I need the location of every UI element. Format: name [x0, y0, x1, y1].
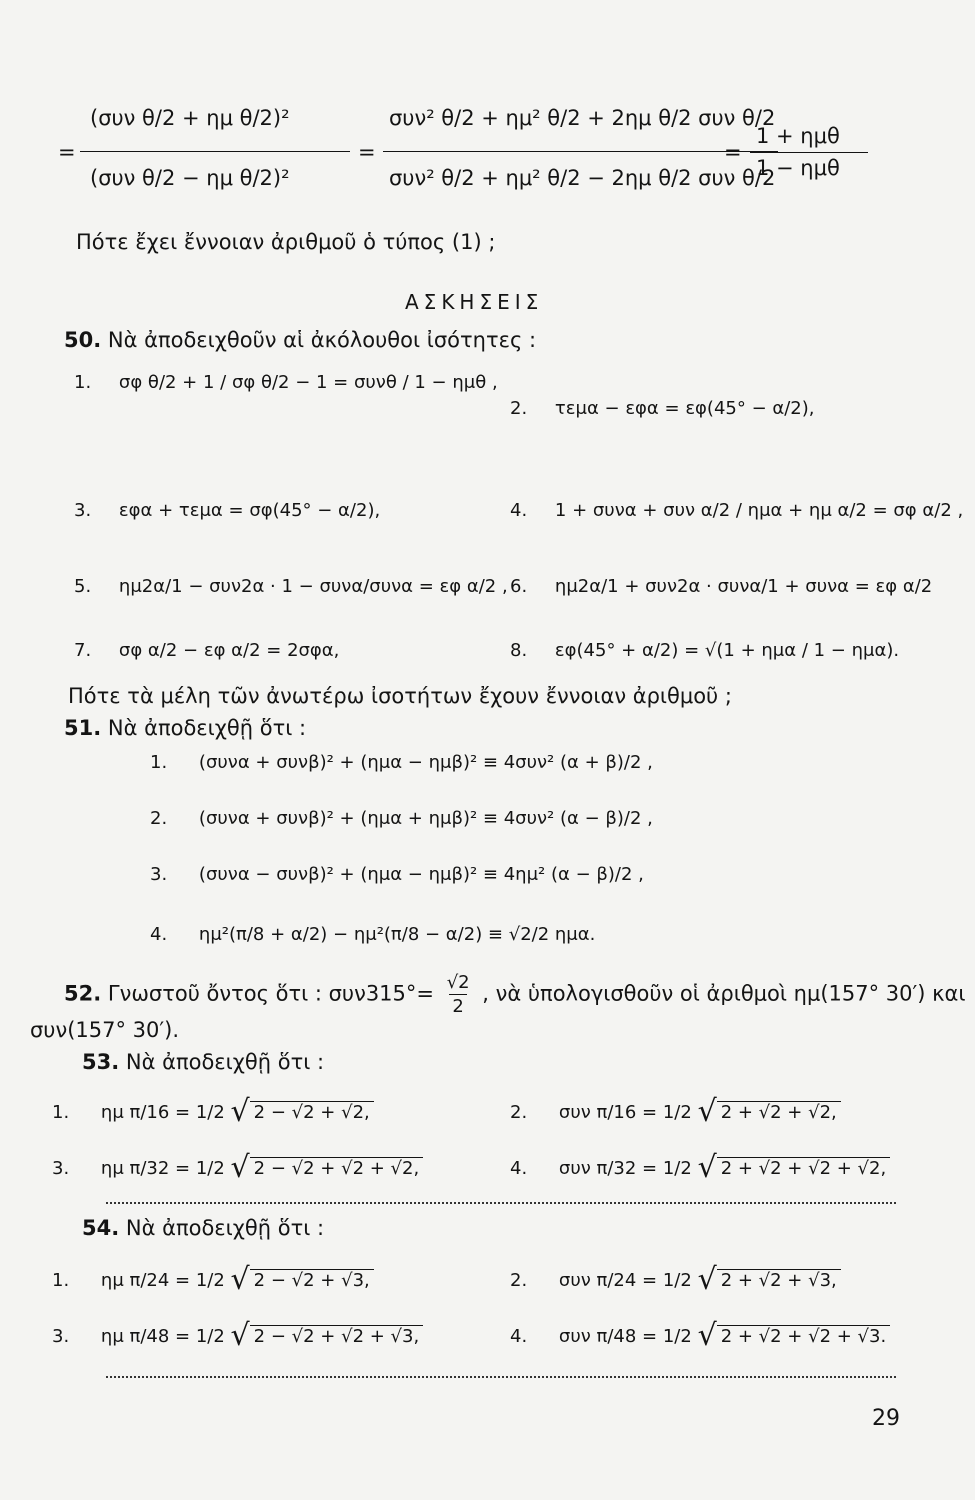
intro-mid-numerator: συν² θ/2 + ημ² θ/2 + 2ημ θ/2 συν θ/2 [389, 106, 776, 130]
ex53-item-2: 2. συν π/16 = 1/2 √ 2 + √2 + √2, [510, 1094, 841, 1129]
intro-left-numerator: (συν θ/2 + ημ θ/2)² [90, 106, 290, 130]
exercise-number: 50. [64, 328, 102, 352]
ex54-item-4: 4. συν π/48 = 1/2 √ 2 + √2 + √2 + √3. [510, 1318, 890, 1353]
exercise-52-line-2: συν(157° 30′). [30, 1018, 179, 1042]
ex53-item-3: 3. ημ π/32 = 1/2 √ 2 − √2 + √2 + √2, [52, 1150, 423, 1185]
intro-mid-denominator: συν² θ/2 + ημ² θ/2 − 2ημ θ/2 συν θ/2 [389, 166, 776, 190]
ex50-item-7: 7. σφ α/2 − εφ α/2 = 2σφα, [74, 640, 340, 661]
dotted-separator-2 [106, 1376, 896, 1378]
intro-question: Πότε ἔχει ἔννοιαν ἀριθμοῦ ὁ τύπος (1) ; [76, 230, 496, 254]
intro-right-numerator: 1 + ημθ [756, 124, 840, 148]
ex50-item-2: 2. τεμα − εφα = εφ(45° − α/2), [510, 398, 815, 419]
ex53-item-1: 1. ημ π/16 = 1/2 √ 2 − √2 + √2, [52, 1094, 374, 1129]
exercise-54-header: 54. Νὰ ἀποδειχθῇ ὅτι : [82, 1216, 325, 1240]
sqrt2-over-2: $\frac{√2}{2}$ [446, 972, 470, 1017]
intro-left-denominator: (συν θ/2 − ημ θ/2)² [90, 166, 290, 190]
exercise-text: Νὰ ἀποδειχθοῦν αἱ ἀκόλουθοι ἰσότητες : [107, 328, 537, 352]
ex50-item-5: 5. ημ2α/1 − συν2α · 1 − συνα/συνα = εφ α/2 , [74, 576, 508, 597]
exercise-51-header: 51. Νὰ ἀποδειχθῇ ὅτι : [64, 716, 307, 740]
ex51-item-4: 4. ημ²(π/8 + α/2) − ημ²(π/8 − α/2) ≡ √2/2 ημα. [150, 924, 596, 945]
ex54-item-3: 3. ημ π/48 = 1/2 √ 2 − √2 + √2 + √3, [52, 1318, 423, 1353]
ex50-item-6: 6. ημ2α/1 + συν2α · συνα/1 + συνα = εφ α/2 [510, 576, 933, 597]
exercise-53-header: 53. Νὰ ἀποδειχθῇ ὅτι : [82, 1050, 325, 1074]
exercise-50-header [64, 328, 536, 352]
ex51-item-2: 2. (συνα + συνβ)² + (ημα + ημβ)² ≡ 4συν² (α − β)/2 , [150, 808, 653, 829]
ex50-item-3: 3. εφα + τεμα = σφ(45° − α/2), [74, 500, 381, 521]
ex54-item-1: 1. ημ π/24 = 1/2 √ 2 − √2 + √3, [52, 1262, 374, 1297]
page-number: 29 [872, 1406, 900, 1431]
ex50-item-1: 1. σφ θ/2 + 1 / σφ θ/2 − 1 = συνθ / 1 − ημθ , [74, 372, 498, 393]
dotted-separator-1 [106, 1202, 896, 1204]
ex50-item-8: 8. εφ(45° + α/2) = √(1 + ημα / 1 − ημα). [510, 640, 900, 661]
ex53-item-4: 4. συν π/32 = 1/2 √ 2 + √2 + √2 + √2, [510, 1150, 890, 1185]
section-title: ΑΣΚΗΣΕΙΣ [405, 290, 544, 314]
exercise-52-line: 52. Γνωστοῦ ὄντος ὅτι : συν315°= $\frac{√2}{2}$ , νὰ ὑπολογισθοῦν οἱ ἀριθμοὶ ημ(157° 30′) και [64, 972, 966, 1017]
ex50-item-4: 4. 1 + συνα + συν α/2 / ημα + ημ α/2 = σφ α/2 , [510, 500, 964, 521]
intro-equation: = (συν θ/2 + ημ θ/2)² (συν θ/2 − ημ θ/2)² = συν² θ/2 + ημ² θ/2 + 2ημ θ/2 συν θ/2 συν² θ/2 + ημ² θ/2 − 2ημ θ/2 συν θ/2 = 1 + ημθ 1 − ημθ [58, 100, 868, 208]
ex51-item-3: 3. (συνα − συνβ)² + (ημα − ημβ)² ≡ 4ημ² (α − β)/2 , [150, 864, 644, 885]
intro-right-denominator: 1 − ημθ [756, 156, 840, 180]
ex51-item-1: 1. (συνα + συνβ)² + (ημα − ημβ)² ≡ 4συν² (α + β)/2 , [150, 752, 653, 773]
ex50-question: Πότε τὰ μέλη τῶν ἀνωτέρω ἰσοτήτων ἔχουν ἔννοιαν ἀριθμοῦ ; [68, 684, 732, 708]
ex54-item-2: 2. συν π/24 = 1/2 √ 2 + √2 + √3, [510, 1262, 841, 1297]
